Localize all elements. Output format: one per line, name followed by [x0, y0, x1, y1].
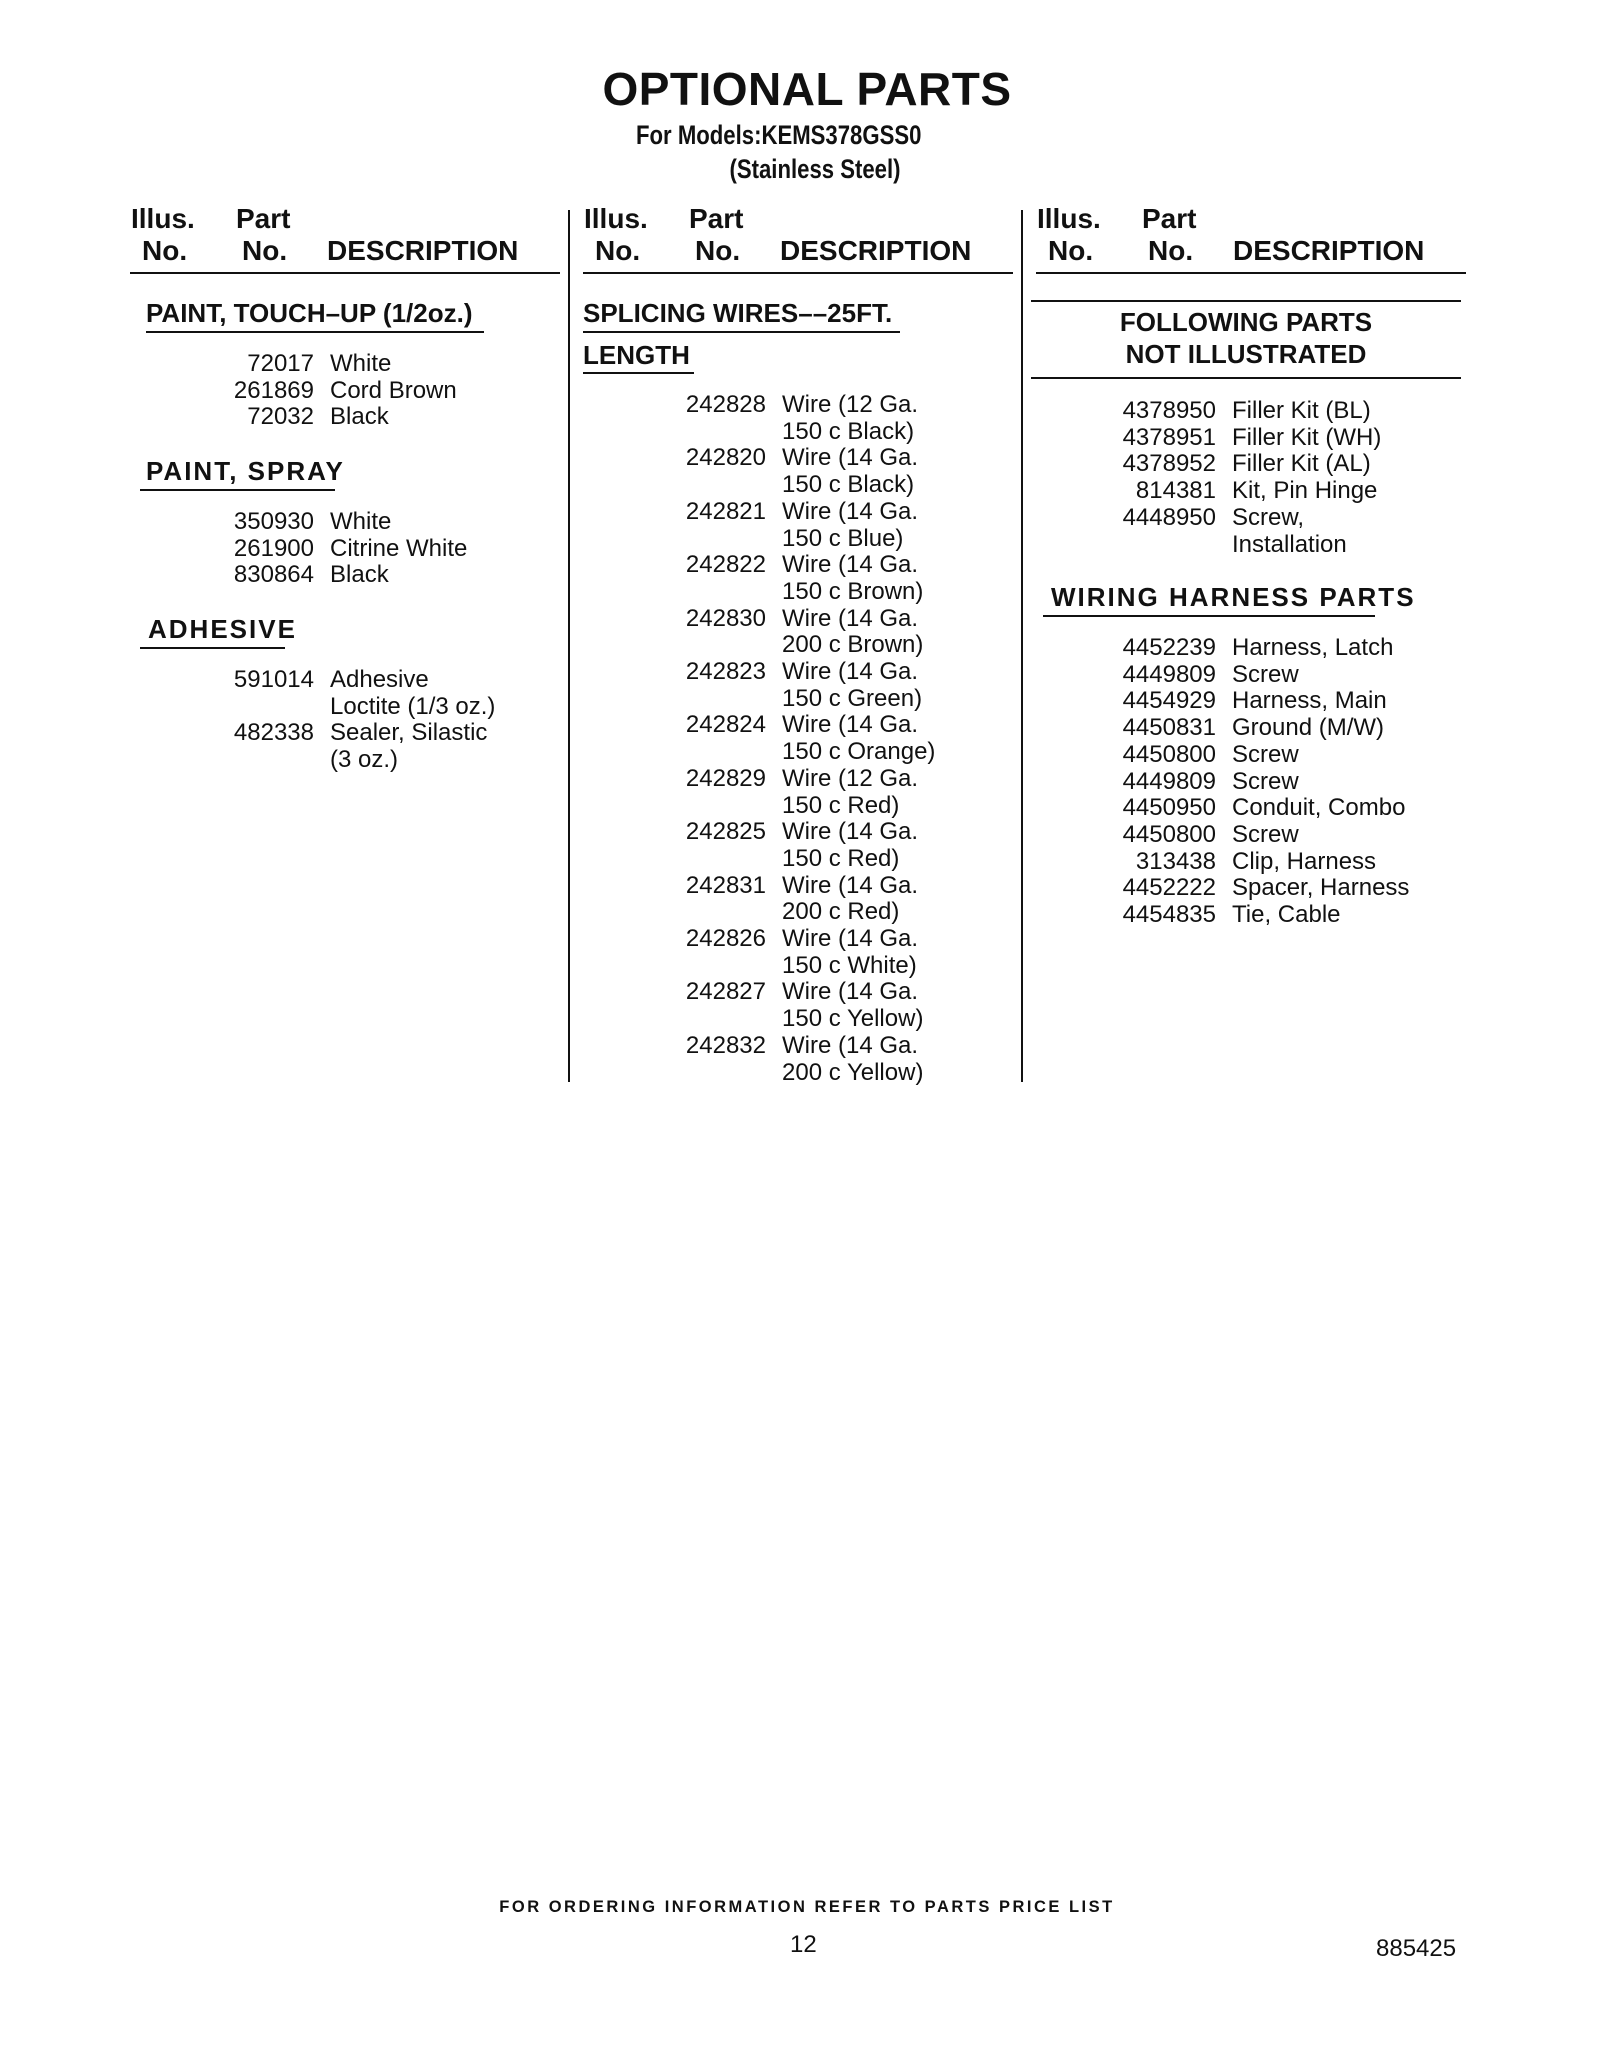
part-description: Harness, Latch	[1232, 634, 1394, 661]
part-row	[200, 509, 467, 536]
part-number: 482338	[233, 719, 314, 747]
models-line: For Models:KEMS378GSS0	[636, 120, 922, 150]
part-number: 4378951	[1122, 423, 1216, 451]
part-row-continuation	[1100, 532, 1381, 559]
part-number	[660, 1060, 766, 1087]
part-row	[200, 562, 467, 589]
part-number: 4452222	[1122, 874, 1216, 902]
part-no-label: No.	[1148, 235, 1194, 266]
part-number	[660, 846, 766, 873]
header-rule-2	[583, 272, 1013, 274]
part-description: Black	[330, 561, 389, 589]
part-number: 242826	[685, 925, 766, 953]
section-underline	[146, 331, 484, 333]
part-row	[200, 667, 495, 694]
illus-no-label: No.	[142, 235, 188, 266]
part-number: 242828	[685, 391, 766, 418]
part-description: Screw	[1232, 820, 1299, 848]
part-description: (3 oz.)	[330, 746, 399, 774]
part-description: Wire (14 Ga.	[782, 604, 919, 632]
part-row-continuation	[660, 686, 935, 713]
part-number: 4452239	[1122, 634, 1216, 661]
part-description: Wire (14 Ga.	[782, 871, 919, 899]
part-row	[1100, 742, 1409, 769]
section-underline	[140, 489, 335, 491]
part-row	[660, 445, 935, 472]
part-row	[1100, 715, 1409, 742]
part-description: White	[330, 508, 392, 535]
part-row	[1100, 902, 1409, 929]
part-number	[200, 747, 314, 774]
part-number: 242831	[685, 871, 766, 899]
part-row	[1100, 451, 1381, 478]
page-subtitle	[636, 118, 921, 186]
box-rule-top	[1031, 300, 1461, 302]
part-description: 150 c Green)	[782, 684, 923, 712]
part-row	[1100, 662, 1409, 689]
part-description: Wire (12 Ga.	[782, 391, 919, 418]
part-description: Harness, Main	[1232, 687, 1387, 715]
part-row	[660, 926, 935, 953]
illus-label: Illus.	[1037, 203, 1101, 234]
part-row	[1100, 398, 1381, 425]
part-row	[200, 536, 467, 563]
parts-list-paint-touch-up	[200, 351, 457, 431]
parts-list-not-illustrated	[1100, 398, 1381, 558]
part-row	[660, 819, 935, 846]
column-divider-1	[568, 210, 570, 1082]
part-row	[660, 979, 935, 1006]
part-row-continuation	[660, 419, 935, 446]
part-number	[200, 694, 314, 721]
part-description: Sealer, Silastic	[330, 719, 488, 747]
part-number: 350930	[233, 508, 314, 535]
part-row	[200, 378, 457, 405]
part-number: 4449809	[1122, 767, 1216, 795]
part-number	[660, 686, 766, 713]
part-description: Filler Kit (AL)	[1232, 450, 1371, 478]
part-row	[1100, 478, 1381, 505]
part-row	[1100, 849, 1409, 876]
part-row-continuation	[660, 846, 935, 873]
part-description: Wire (14 Ga.	[782, 551, 919, 579]
section-title-adhesive: ADHESIVE	[148, 614, 297, 644]
part-row	[660, 766, 935, 793]
part-row	[660, 712, 935, 739]
part-number: 242824	[685, 711, 766, 739]
part-number: 814381	[1135, 477, 1216, 505]
box-rule-bottom	[1031, 377, 1461, 379]
part-row	[1100, 822, 1409, 849]
part-row	[200, 404, 457, 431]
section-underline	[1043, 615, 1375, 617]
part-number: 4378952	[1122, 450, 1216, 478]
part-number	[1100, 532, 1216, 559]
header-rule-3	[1036, 272, 1466, 274]
part-description: Spacer, Harness	[1232, 874, 1410, 902]
part-row	[200, 351, 457, 378]
part-row-continuation	[660, 472, 935, 499]
part-number: 4378950	[1122, 397, 1216, 424]
part-number: 242829	[685, 764, 766, 792]
part-description: Screw	[1232, 660, 1299, 688]
part-number: 242820	[685, 444, 766, 472]
part-number: 4448950	[1122, 503, 1216, 531]
part-no-label: No.	[695, 235, 741, 266]
part-row-continuation	[660, 1060, 935, 1087]
part-row-continuation	[660, 739, 935, 766]
parts-list-splicing-wires	[660, 392, 935, 1086]
part-description: 200 c Red)	[782, 898, 900, 926]
illus-no-label: No.	[595, 235, 641, 266]
part-description: Filler Kit (BL)	[1232, 397, 1371, 424]
part-description: Cord Brown	[330, 376, 457, 404]
part-number: 4450950	[1122, 794, 1216, 822]
part-description: 150 c Orange)	[782, 738, 936, 766]
part-description: Screw	[1232, 740, 1299, 768]
part-row-continuation	[660, 579, 935, 606]
part-description: Wire (14 Ga.	[782, 658, 919, 686]
part-description: 150 c Red)	[782, 791, 900, 819]
section-underline	[583, 331, 900, 333]
part-number	[660, 899, 766, 926]
section-title-splicing-wires-length: LENGTH	[583, 340, 690, 370]
part-row-continuation	[200, 747, 495, 774]
part-description: 150 c Blue)	[782, 524, 904, 552]
part-row	[660, 1033, 935, 1060]
part-row	[660, 499, 935, 526]
part-number	[660, 739, 766, 766]
parts-list-paint-spray	[200, 509, 467, 589]
part-no-label: No.	[242, 235, 288, 266]
part-description: 200 c Yellow)	[782, 1058, 924, 1086]
parts-list-wiring-harness	[1100, 635, 1409, 929]
part-number: 242821	[685, 497, 766, 525]
part-row	[660, 873, 935, 900]
part-label: Part	[236, 203, 291, 234]
part-description: Black	[330, 403, 389, 431]
section-underline	[583, 372, 694, 374]
document-number: 885425	[1376, 1935, 1457, 1962]
part-description: Tie, Cable	[1232, 901, 1341, 929]
part-description: Conduit, Combo	[1232, 794, 1406, 822]
part-description: Wire (14 Ga.	[782, 978, 919, 1006]
part-number: 4450831	[1122, 714, 1216, 742]
header-rule-1	[130, 272, 560, 274]
section-title-splicing-wires: SPLICING WIRES––25FT.	[583, 298, 893, 328]
description-label: DESCRIPTION	[780, 235, 972, 266]
part-description: Loctite (1/3 oz.)	[330, 692, 496, 720]
part-number	[660, 1006, 766, 1033]
part-number: 591014	[233, 666, 314, 693]
page-number: 12	[790, 1931, 817, 1958]
part-row	[660, 392, 935, 419]
finish-line: (Stainless Steel)	[729, 154, 901, 184]
part-row-continuation	[660, 632, 935, 659]
part-number: 261900	[233, 534, 314, 562]
part-number: 72017	[247, 350, 314, 377]
description-label: DESCRIPTION	[327, 235, 519, 266]
part-number: 72032	[247, 403, 314, 431]
part-row	[1100, 505, 1381, 532]
part-number: 830864	[233, 561, 314, 589]
part-description: Wire (14 Ga.	[782, 925, 919, 953]
part-row-continuation	[660, 793, 935, 820]
part-row	[1100, 769, 1409, 796]
column-divider-2	[1021, 210, 1023, 1082]
page-title: OPTIONAL PARTS	[602, 63, 1012, 115]
not-illustrated-title-line2: NOT ILLUSTRATED	[1125, 339, 1367, 369]
part-row-continuation	[660, 953, 935, 980]
part-description: Clip, Harness	[1232, 847, 1377, 875]
illus-no-label: No.	[1048, 235, 1094, 266]
part-number: 261869	[233, 376, 314, 404]
part-row-continuation	[660, 1006, 935, 1033]
part-description: Wire (14 Ga.	[782, 444, 919, 472]
part-description: Adhesive	[330, 666, 429, 693]
part-description: Screw,	[1232, 503, 1305, 531]
part-row-continuation	[200, 694, 495, 721]
section-title-wiring-harness: WIRING HARNESS PARTS	[1051, 582, 1416, 612]
part-number: 242830	[685, 604, 766, 632]
part-row	[1100, 425, 1381, 452]
part-number	[660, 953, 766, 980]
part-number: 4449809	[1122, 660, 1216, 688]
part-description: Wire (12 Ga.	[782, 764, 919, 792]
part-description: Screw	[1232, 767, 1299, 795]
part-row	[1100, 635, 1409, 662]
part-number	[660, 632, 766, 659]
part-row	[660, 659, 935, 686]
part-description: 150 c Black)	[782, 471, 915, 499]
part-number	[660, 793, 766, 820]
description-label: DESCRIPTION	[1233, 235, 1425, 266]
part-number	[660, 526, 766, 553]
part-number: 4454835	[1122, 901, 1216, 929]
part-description: Filler Kit (WH)	[1232, 423, 1382, 451]
ordering-note: FOR ORDERING INFORMATION REFER TO PARTS PRICE LIST	[499, 1898, 1115, 1916]
part-row	[1100, 795, 1409, 822]
not-illustrated-title-line1: FOLLOWING PARTS	[1119, 307, 1373, 337]
section-title-paint-spray: PAINT, SPRAY	[146, 456, 345, 486]
part-description: Kit, Pin Hinge	[1232, 477, 1378, 505]
part-number	[660, 419, 766, 446]
part-row-continuation	[660, 899, 935, 926]
part-number: 4450800	[1122, 820, 1216, 848]
part-description: White	[330, 350, 392, 377]
part-number	[660, 472, 766, 499]
part-description: Ground (M/W)	[1232, 714, 1385, 742]
not-illustrated-title	[1031, 306, 1461, 370]
part-number: 242823	[685, 658, 766, 686]
section-title-paint-touch-up: PAINT, TOUCH–UP (1/2oz.)	[146, 298, 473, 328]
section-underline	[140, 647, 285, 649]
part-row-continuation	[660, 526, 935, 553]
part-description: 200 c Brown)	[782, 631, 924, 659]
part-number: 242827	[685, 978, 766, 1006]
part-number: 4450800	[1122, 740, 1216, 768]
illus-label: Illus.	[131, 203, 195, 234]
part-description: 150 c Red)	[782, 844, 900, 872]
part-description: Citrine White	[330, 534, 468, 562]
part-number: 242825	[685, 818, 766, 846]
part-description: 150 c White)	[782, 951, 917, 979]
part-description: 150 c Yellow)	[782, 1005, 924, 1033]
part-description: Wire (14 Ga.	[782, 1031, 919, 1059]
parts-list-adhesive	[200, 667, 495, 774]
part-description: 150 c Black)	[782, 417, 915, 445]
part-description: Wire (14 Ga.	[782, 711, 919, 739]
part-description: Installation	[1232, 530, 1347, 558]
part-number: 242822	[685, 551, 766, 579]
part-description: Wire (14 Ga.	[782, 818, 919, 846]
part-row	[1100, 875, 1409, 902]
part-label: Part	[689, 203, 744, 234]
part-row	[200, 720, 495, 747]
part-row	[1100, 688, 1409, 715]
part-row	[660, 552, 935, 579]
illus-label: Illus.	[584, 203, 648, 234]
part-label: Part	[1142, 203, 1197, 234]
part-number	[660, 579, 766, 606]
part-number: 4454929	[1122, 687, 1216, 715]
part-description: Wire (14 Ga.	[782, 497, 919, 525]
part-description: 150 c Brown)	[782, 577, 924, 605]
part-number: 242832	[685, 1031, 766, 1059]
part-row	[660, 606, 935, 633]
part-number: 313438	[1135, 847, 1216, 875]
